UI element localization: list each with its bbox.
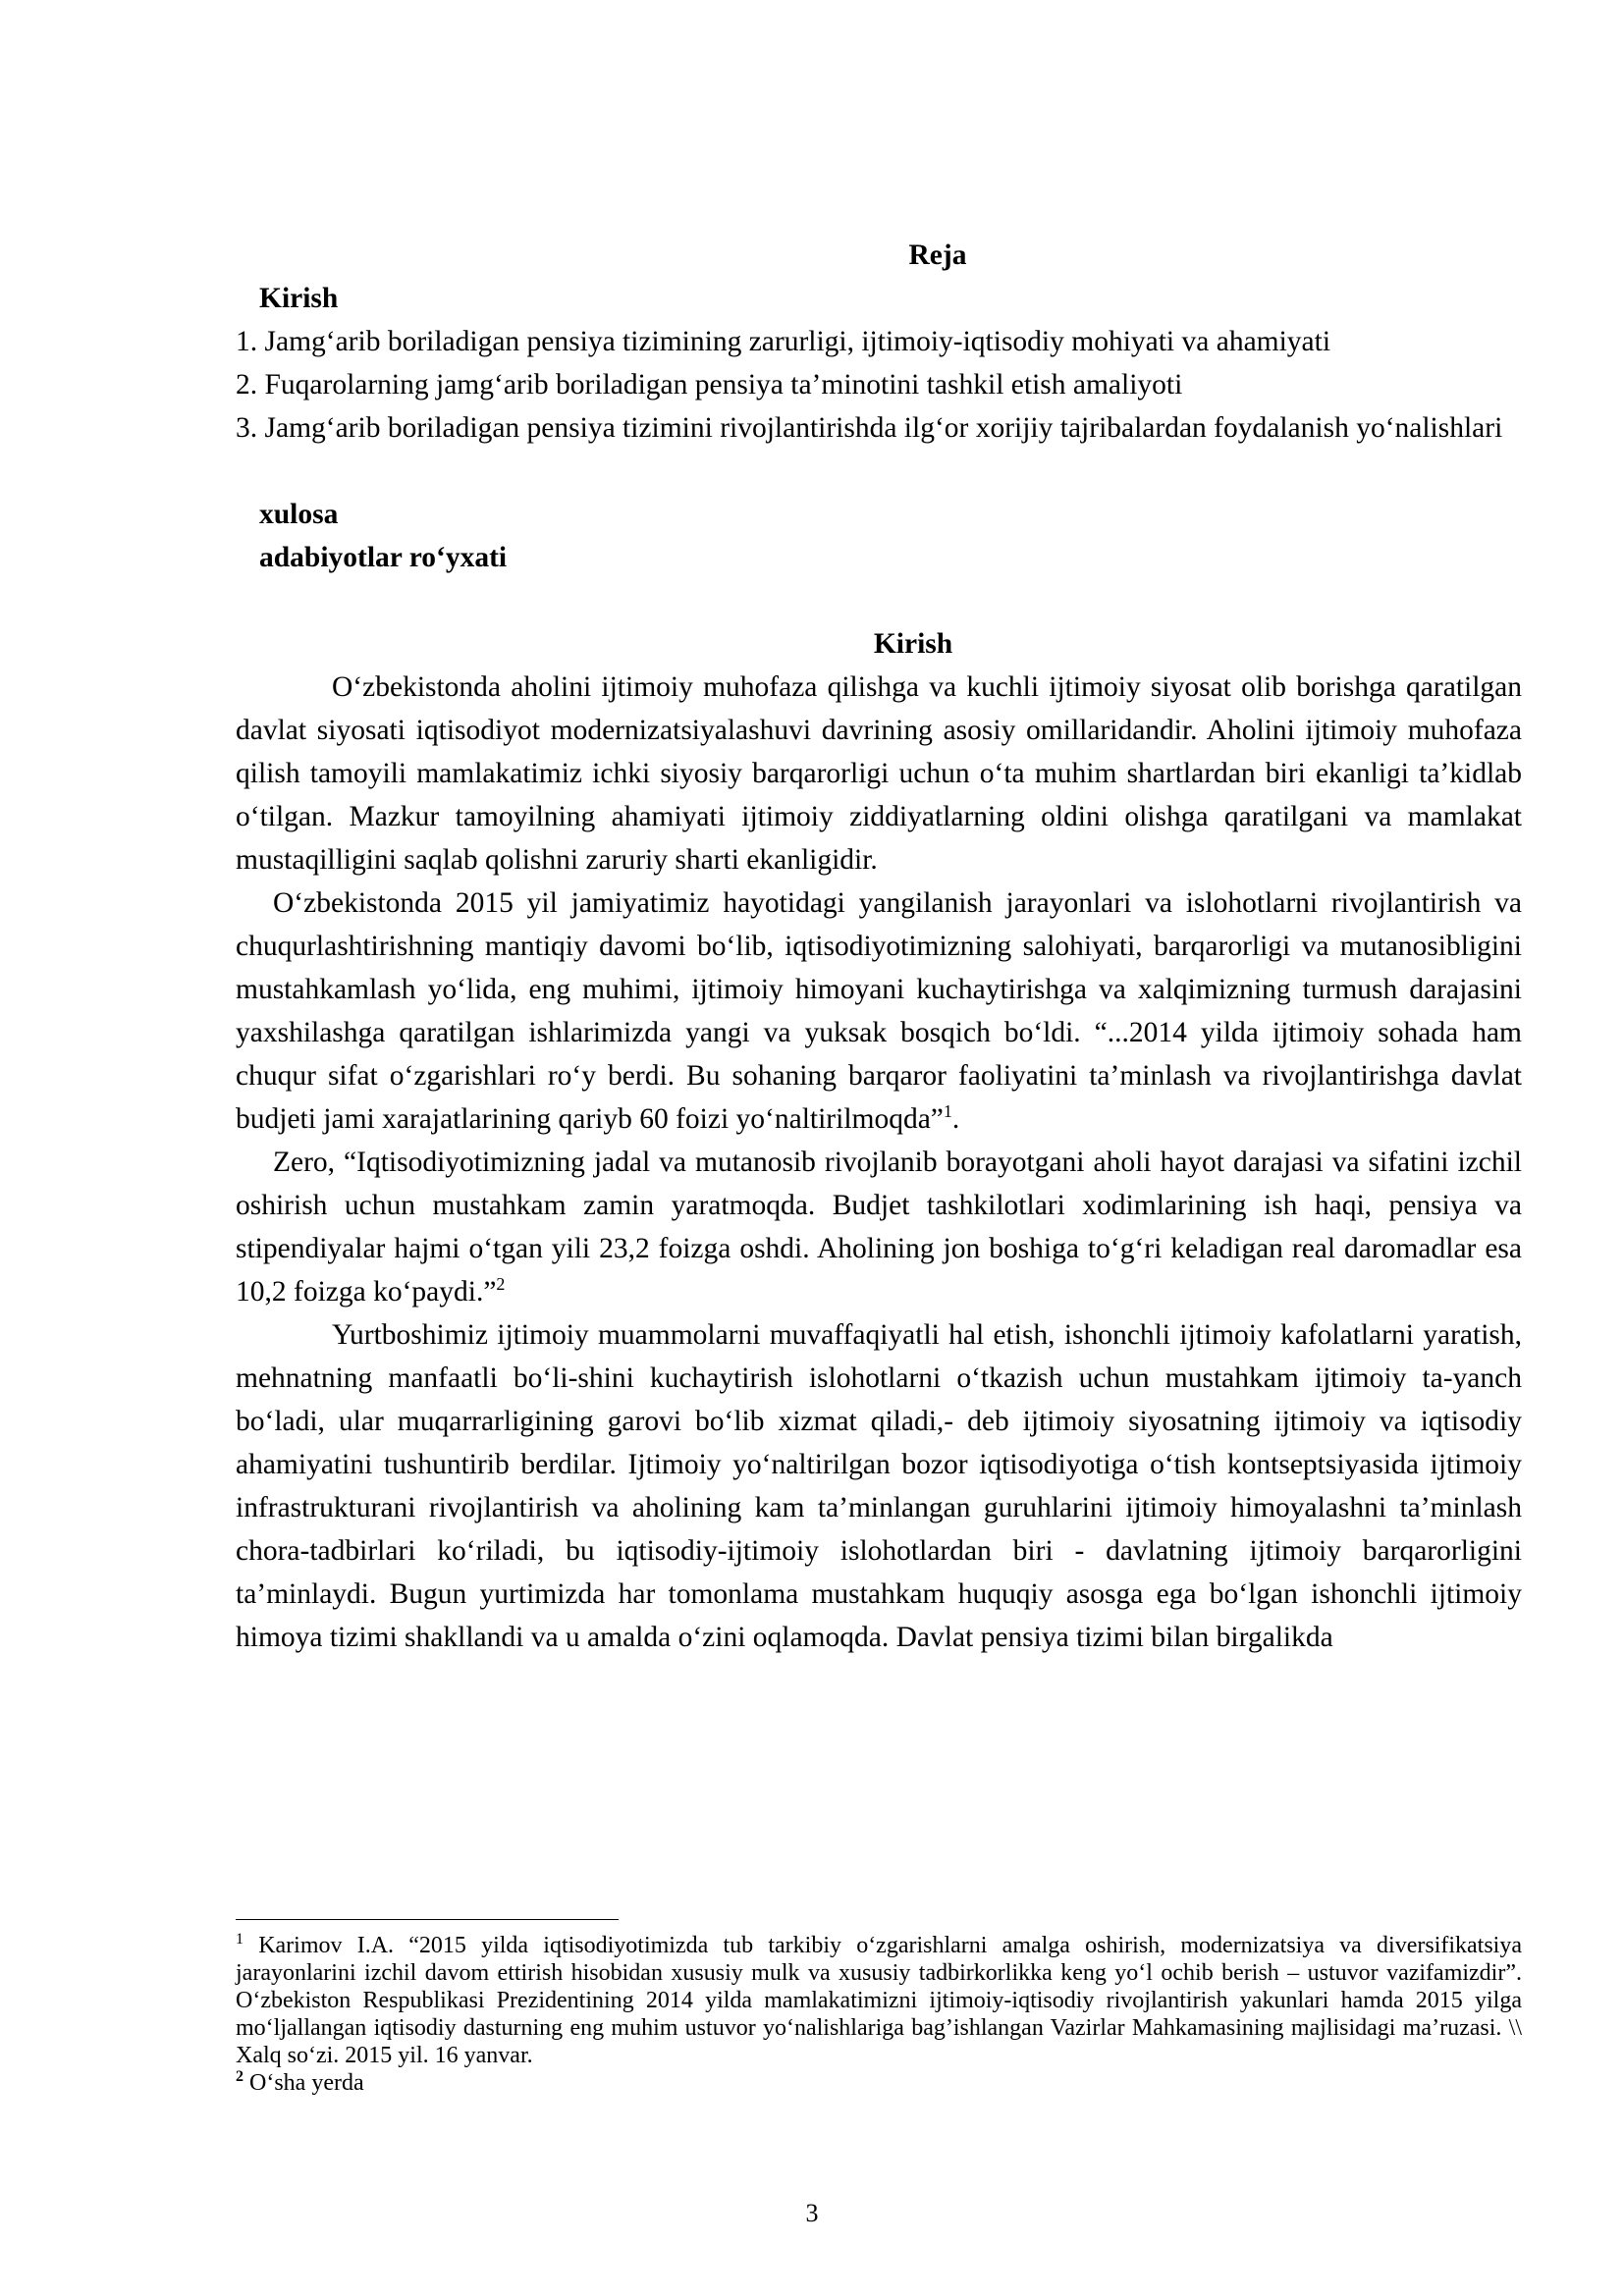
plan-intro: Kirish — [259, 283, 339, 314]
spacer — [236, 450, 1522, 493]
plan-references: adabiyotlar ro‘yxati — [259, 542, 508, 573]
footnote-mark: 1 — [236, 1931, 244, 1948]
paragraph-2-end: . — [951, 1103, 960, 1135]
footnote-ref-2[interactable]: 2 — [496, 1274, 506, 1295]
paragraph-2 — [236, 881, 1522, 1141]
plan-item: 2. Fuqarolarning jamg‘arib boriladigan pensiya ta’minotini tashkil etish amaliyoti — [236, 369, 1183, 400]
footnote-1 — [236, 1932, 1522, 2069]
page-number: 3 — [805, 2199, 819, 2227]
paragraph-2-text: O‘zbekistonda 2015 yil jamiyatimiz hayotidagi yangilanish jarayonlari va islohotlarni rivojlantirish va chuqurlashtirishning mantiqiy davomi bo‘lib, iqtisodiyotimizning salohiyati, barqarorligi va mutanosibligini mustahkamlash yo‘lida, eng muhimi, ijtimoiy himoyani kuchaytirishga va xalqimizning turmush darajasini yaxshilashga qaratilgan ishlarimizda yangi va yuksak bosqich bo‘ldi. “...2014 yilda ijtimoiy sohada ham chuqur sifat o‘zgarishlari ro‘y berdi. Bu sohaning barqaror faoliyatini ta’minlash va rivojlantirishga davlat budjeti jami xarajatlarining qariyb 60 foizi yo‘naltirilmoqda” — [236, 887, 1522, 1135]
footnote-ref-1[interactable]: 1 — [943, 1101, 952, 1122]
footnote-text: Karimov I.A. “2015 yilda iqtisodiyotimizda tub tarkibiy o‘zgarishlarni amalga oshirish, modernizatsiya va diversifikatsiya jarayonlarini izchil davom ettirish hisobidan xususiy mulk va xususiy tadbirkorlikka keng yo‘l ochib berish – ustuvor vazifamizdir”. O‘zbekiston Respublikasi Prezidentining 2014 yilda mamlakatimizni ijtimoiy-iqtisodiy rivojlantirish yakunlari hamda 2015 yilga mo‘ljallangan iqtisodiy dasturning eng muhim ustuvor yo‘nalishlariga bag’ishlangan Vazirlar Mahkamasining majlisidagi ma’ruzasi. \\ Xalq so‘zi. 2015 yil. 16 yanvar. — [236, 1933, 1522, 2068]
paragraph-3-text: Zero, “Iqtisodiyotimizning jadal va mutanosib rivojlanib borayotgani aholi hayot darajasi va sifatini izchil oshirish uchun mustahkam zamin yaratmoqda. Budjet tashkilotlari xodimlarining ish haqi, pensiya va stipendiyalar hajmi o‘tgan yili 23,2 foizga oshdi. Aholining jon boshiga to‘g‘ri keladigan real daromadlar esa 10,2 foizga ko‘paydi.” — [236, 1147, 1522, 1308]
plan-conclusion: xulosa — [259, 499, 339, 530]
footnotes — [236, 1919, 1522, 2097]
spacer — [236, 579, 1522, 622]
footnote-2 — [236, 2069, 1522, 2097]
footnote-text: O‘sha yerda — [244, 2070, 364, 2096]
paragraph-3 — [236, 1141, 1522, 1313]
plan-item: 1. Jamg‘arib boriladigan pensiya tizimining zarurligi, ijtimoiy-iqtisodiy mohiyati va ahamiyati — [236, 326, 1331, 357]
page-body — [236, 234, 1522, 1659]
paragraph-4: Yurtboshimiz ijtimoiy muammolarni muvaffaqiyatli hal etish, ishonchli ijtimoiy kafolatlarni yaratish, mehnatning manfaatli bo‘li-shini kuchaytirish islohotlarni o‘tkazish uchun mustahkam ijtimoiy ta-yanch bo‘ladi, ular muqarrarligining garovi bo‘lib xizmat qiladi,- deb ijtimoiy siyosatning ijtimoiy va iqtisodiy ahamiyatini tushuntirib berdilar. Ijtimoiy yo‘naltirilgan bozor iqtisodiyotiga o‘tish kontseptsiyasida ijtimoiy infrastrukturani rivojlantirish va aholining kam ta’minlangan guruhlarini ijtimoiy himoyalashni ta’minlash chora-tadbirlari ko‘riladi, bu iqtisodiy-ijtimoiy islohotlardan biri - davlatning ijtimoiy barqarorligini ta’minlaydi. Bugun yurtimizda har tomonlama mustahkam huquqiy asosga ega bo‘lgan ishonchli ijtimoiy himoya tizimi shakllandi va u amalda o‘zini oqlamoqda. Davlat pensiya tizimi bilan birgalikda — [236, 1319, 1522, 1653]
plan-item: 3. Jamg‘arib boriladigan pensiya tizimini rivojlantirishda ilg‘or xorijiy tajribalardan foydalanish yo‘nalishlari — [236, 412, 1503, 444]
paragraph-1: O‘zbekistonda aholini ijtimoiy muhofaza qilishga va kuchli ijtimoiy siyosat olib borishga qaratilgan davlat siyosati iqtisodiyot modernizatsiyalashuvi davrining asosiy omillaridandir. Aholini ijtimoiy muhofaza qilish tamoyili mamlakatimiz ichki siyosiy barqarorligi uchun o‘ta muhim shartlardan biri ekanligi ta’kidlab o‘tilgan. Mazkur tamoyilning ahamiyati ijtimoiy ziddiyatlarning oldini olishga qaratilgani va mamlakat mustaqilligini saqlab qolishni zaruriy sharti ekanligidir. — [236, 671, 1522, 876]
footnote-separator — [236, 1919, 619, 1920]
section-title: Kirish — [873, 628, 953, 660]
plan-title: Reja — [908, 240, 967, 271]
footnote-mark: 2 — [236, 2068, 244, 2085]
